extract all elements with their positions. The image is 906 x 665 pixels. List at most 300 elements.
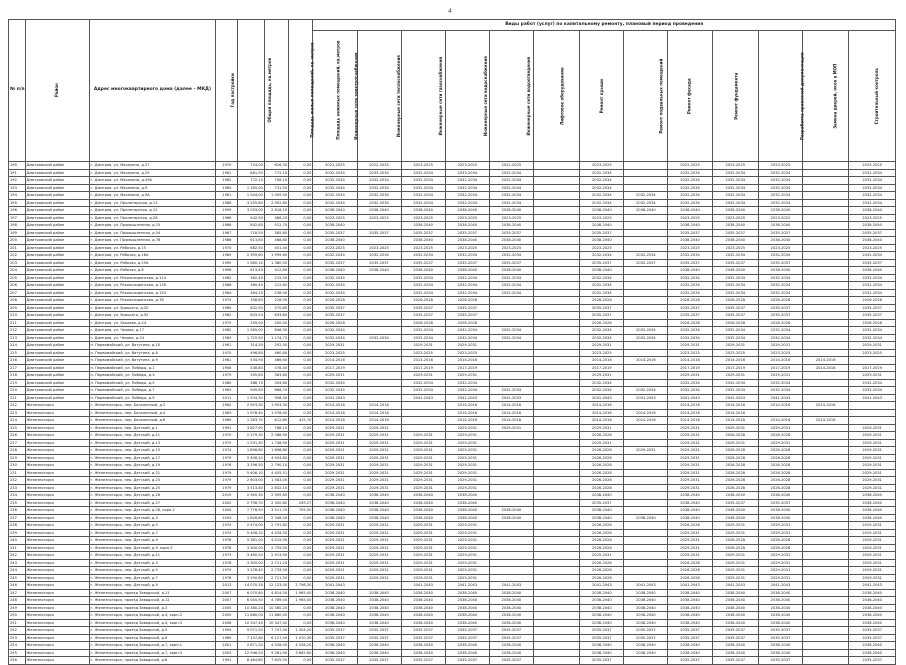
col-header-roof: Ремонт крыши [580,31,624,162]
cell-period-doors [803,634,849,642]
cell-period-heat: 2038-2040 [357,207,401,215]
cell-year: 1982 [216,274,238,282]
cell-period-facade: 2038-2040 [668,597,712,605]
cell-period-water: 2035-2037 [445,634,489,642]
cell-period-electric: 2041-2043 [313,582,357,590]
cell-district: Дмитровский район [25,327,89,335]
cell-period-roof: 2035-2037 [580,634,624,642]
cell-period-heat: 2029-2031 [357,469,401,477]
cell-period-electric: 2029-2031 [313,544,357,552]
cell-num: 230 [9,462,26,470]
col-header-heat: Инженерные сети теплоснабжения [357,31,401,162]
table-row [9,424,896,432]
cell-period-electric: 2029-2031 [313,537,357,545]
cell-year: 1978 [216,537,238,545]
cell-period-doors [803,177,849,185]
cell-period-water: 2038-2040 [445,604,489,612]
cell-num: 247 [9,589,26,597]
cell-period-design: 2026-2028 [758,462,802,470]
cell-period-control: 2029-2031 [849,574,896,582]
cell-period-electric: 2032-2034 [313,192,357,200]
cell-year: 1988 [216,214,238,222]
cell-period-electric: 2035-2037 [313,657,357,665]
cell-period-facade: 2038-2040 [668,649,712,657]
cell-period-lift [533,492,579,500]
cell-period-doors [803,387,849,395]
cell-num: 238 [9,522,26,530]
cell-period-control: 2026-2028 [849,319,896,327]
cell-period-gas: 2029-2031 [401,447,445,455]
col-header-water: Инженерные сети водоснабжения [445,31,489,162]
cell-period-doors [803,372,849,380]
cell-period-design: 2038-2040 [758,619,802,627]
cell-period-basement [624,312,668,320]
cell-address: г. Железногорск, проезд Заводской, д.4, корп.3 [89,619,216,627]
cell-period-design: 2032-2034 [758,184,802,192]
cell-period-water: 2029-2031 [445,477,489,485]
cell-nonresidential-area: 0,00 [289,169,313,177]
cell-period-heat: 2032-2034 [357,199,401,207]
cell-period-foundation: 2038-2040 [712,612,758,620]
cell-year: 2007 [216,597,238,605]
cell-period-heat: 2035-2037 [357,259,401,267]
cell-period-facade: 2029-2031 [668,424,712,432]
table-row [9,484,896,492]
cell-address: г. Железногорск, пер. Детский, д.26 [89,492,216,500]
cell-period-basement: 2038-2040 [624,604,668,612]
cell-period-facade: 2032-2034 [668,387,712,395]
cell-period-doors [803,349,849,357]
cell-district: Железногорск [25,649,89,657]
cell-num: 195 [9,199,26,207]
cell-num: 256 [9,657,26,665]
cell-residential-area: 570,80 [264,304,288,312]
cell-district: Дмитровский район [25,312,89,320]
cell-period-gas: 2041-2043 [401,582,445,590]
cell-period-electric: 2029-2031 [313,462,357,470]
cell-address: г. Железногорск, проезд Заводской, д.7, корп.3 [89,649,216,657]
cell-period-basement: 2035-2037 [624,634,668,642]
cell-period-heat: 2038-2040 [357,619,401,627]
cell-period-lift [533,304,579,312]
cell-period-gas: 2029-2031 [401,454,445,462]
cell-period-control: 2041-2043 [849,394,896,402]
cell-address: г. Дмитров, ул. Пролетарская, д.28 [89,214,216,222]
cell-period-basement: 2035-2037 [624,627,668,635]
cell-period-heat: 2032-2034 [357,177,401,185]
cell-period-lift [533,342,579,350]
cell-residential-area: 612,80 [264,417,288,425]
cell-period-control: 2029-2031 [849,342,896,350]
cell-total-area: 1 725,50 [238,334,264,342]
cell-period-water: 2014-2016 [445,357,489,365]
cell-period-doors [803,454,849,462]
cell-period-sewer [489,357,533,365]
cell-period-foundation: 2032-2034 [712,282,758,290]
table-row [9,499,896,507]
cell-nonresidential-area: 0,00 [289,522,313,530]
cell-period-facade: 2035-2037 [668,304,712,312]
cell-period-basement [624,184,668,192]
table-row [9,169,896,177]
cell-period-doors [803,522,849,530]
cell-address: г. Дмитров, ул. Махалина, д.27 [89,162,216,170]
cell-period-sewer [489,304,533,312]
cell-year: 1982 [216,312,238,320]
cell-address: г. Железногорск, проезд Заводской, д.11 [89,589,216,597]
cell-period-control: 2023-2025 [849,214,896,222]
cell-period-doors [803,169,849,177]
cell-period-gas: 2035-2037 [401,634,445,642]
cell-period-doors [803,589,849,597]
cell-nonresidential-area: 0,00 [289,387,313,395]
cell-num: 250 [9,612,26,620]
cell-period-heat: 2032-2034 [357,252,401,260]
cell-total-area: 358,80 [238,297,264,305]
cell-period-facade: 2038-2040 [668,612,712,620]
cell-district: Дмитровский район [25,274,89,282]
cell-period-lift [533,589,579,597]
cell-period-foundation: 2038-2040 [712,222,758,230]
cell-period-water: 2035-2037 [445,627,489,635]
cell-residential-area: 2 733,50 [264,567,288,575]
cell-period-basement [624,402,668,410]
cell-period-gas: 2029-2031 [401,559,445,567]
cell-period-design: 2029-2031 [758,372,802,380]
cell-period-heat: 2032-2034 [357,334,401,342]
cell-period-gas: 2032-2034 [401,334,445,342]
cell-period-roof: 2026-2028 [580,469,624,477]
cell-period-gas: 2026-2028 [401,297,445,305]
cell-nonresidential-area: 0,00 [289,297,313,305]
cell-period-water: 2029-2031 [445,567,489,575]
cell-period-facade: 2029-2031 [668,454,712,462]
table-row [9,214,896,222]
col-header-foundation: Ремонт фундамента [712,31,758,162]
cell-total-area: 1 826,60 [238,514,264,522]
cell-period-water: 2029-2031 [445,454,489,462]
cell-period-gas: 2035-2037 [401,312,445,320]
cell-address: г. Железногорск, пер. Детский, д.9 [89,582,216,590]
table-row [9,304,896,312]
cell-district: Железногорск [25,604,89,612]
cell-period-foundation: 2041-2043 [712,582,758,590]
cell-nonresidential-area: 0,00 [289,567,313,575]
cell-num: 199 [9,229,26,237]
col-header-address: Адрес многоквартирного дома (далее – МКД) [89,20,216,162]
cell-num: 204 [9,267,26,275]
cell-period-heat [357,312,401,320]
cell-period-foundation: 2029-2031 [712,342,758,350]
cell-period-control: 2035-2037 [849,312,896,320]
cell-period-basement [624,559,668,567]
cell-period-gas: 2029-2031 [401,372,445,380]
cell-period-gas: 2029-2031 [401,567,445,575]
cell-period-gas: 2029-2031 [401,432,445,440]
cell-period-lift [533,462,579,470]
cell-period-design: 2038-2040 [758,237,802,245]
cell-period-design: 2026-2028 [758,447,802,455]
cell-nonresidential-area: 0,00 [289,342,313,350]
cell-period-gas: 2032-2034 [401,177,445,185]
table-row [9,162,896,170]
cell-num: 216 [9,357,26,365]
cell-period-water: 2029-2031 [445,559,489,567]
cell-period-control: 2032-2034 [849,274,896,282]
cell-period-design: 2029-2031 [758,342,802,350]
cell-total-area: 842,80 [238,222,264,230]
cell-period-roof: 2026-2028 [580,447,624,455]
cell-num: 210 [9,312,26,320]
cell-year: 1979 [216,469,238,477]
cell-period-sewer: 2023-2025 [489,214,533,222]
cell-district: Дмитровский район [25,177,89,185]
cell-period-foundation: 2038-2040 [712,514,758,522]
cell-period-electric: 2017-2019 [313,364,357,372]
cell-year: 1996 [216,267,238,275]
cell-period-sewer: 2038-2040 [489,507,533,515]
cell-residential-area: 10 380,20 [264,604,288,612]
cell-period-control: 2032-2034 [849,169,896,177]
cell-period-heat: 2029-2031 [357,462,401,470]
cell-period-basement [624,432,668,440]
cell-period-heat: 2038-2040 [357,597,401,605]
cell-period-control: 2038-2040 [849,267,896,275]
cell-period-water: 2038-2040 [445,514,489,522]
cell-period-basement: 2014-2016 [624,417,668,425]
cell-period-electric: 2035-2037 [313,634,357,642]
cell-period-design: 2038-2040 [758,492,802,500]
cell-period-facade: 2032-2034 [668,282,712,290]
cell-period-control: 2038-2040 [849,619,896,627]
cell-num: 229 [9,454,26,462]
cell-year: 1991 [216,424,238,432]
cell-period-control [849,417,896,425]
cell-residential-area: 772,10 [264,169,288,177]
cell-total-area: 3 513,40 [238,484,264,492]
cell-period-basement: 2041-2043 [624,394,668,402]
cell-period-control: 2017-2019 [849,364,896,372]
cell-period-foundation: 2029-2031 [712,372,758,380]
cell-period-electric: 2032-2034 [313,177,357,185]
table-row [9,222,896,230]
cell-address: г. Дмитров, ул. Урицкого, д.52 [89,312,216,320]
cell-period-foundation: 2038-2040 [712,267,758,275]
cell-period-foundation: 2032-2034 [712,379,758,387]
cell-address: п. Первомайский, ул. Ватутина, д.9 [89,357,216,365]
cell-period-water: 2026-2028 [445,297,489,305]
cell-period-control: 2029-2031 [849,537,896,545]
cell-period-facade: 2029-2031 [668,477,712,485]
cell-period-sewer [489,319,533,327]
cell-period-roof: 2032-2034 [580,169,624,177]
cell-period-water: 2038-2040 [445,612,489,620]
cell-nonresidential-area: 0,00 [289,574,313,582]
cell-period-control: 2029-2031 [849,424,896,432]
cell-period-water: 2032-2034 [445,387,489,395]
cell-period-design: 2026-2028 [758,469,802,477]
cell-address: г. Железногорск, пер. Детский, д.9 [89,537,216,545]
cell-period-doors [803,192,849,200]
cell-nonresidential-area: 0,00 [289,192,313,200]
cell-residential-area: 1 380,50 [264,259,288,267]
cell-period-design: 2026-2028 [758,454,802,462]
table-row [9,394,896,402]
cell-period-control [849,409,896,417]
cell-period-sewer: 2032-2034 [489,192,533,200]
table-row [9,514,896,522]
cell-period-design: 2041-2043 [758,582,802,590]
cell-period-control: 2023-2025 [849,244,896,252]
cell-period-water: 2038-2040 [445,499,489,507]
cell-period-basement: 2038-2040 [624,589,668,597]
table-row [9,192,896,200]
cell-period-gas: 2023-2025 [401,162,445,170]
cell-period-heat: 2029-2031 [357,552,401,560]
table-row [9,627,896,635]
cell-year: 2019 [216,492,238,500]
cell-period-facade: 2038-2040 [668,222,712,230]
cell-period-design: 2032-2034 [758,274,802,282]
cell-residential-area: 226,90 [264,297,288,305]
cell-period-lift [533,379,579,387]
cell-period-foundation: 2029-2031 [712,529,758,537]
cell-residential-area: 10 347,40 [264,619,288,627]
cell-period-foundation: 2038-2040 [712,237,758,245]
cell-period-control: 2032-2034 [849,199,896,207]
cell-period-doors [803,312,849,320]
cell-period-basement [624,169,668,177]
cell-period-sewer [489,552,533,560]
cell-num: 208 [9,297,26,305]
cell-residential-area: 11 680,00 [264,612,288,620]
cell-total-area: 10 380,20 [238,604,264,612]
cell-period-facade: 2038-2040 [668,589,712,597]
cell-period-basement [624,454,668,462]
cell-period-doors [803,319,849,327]
cell-nonresidential-area: 0,00 [289,439,313,447]
cell-address: г. Дмитров, ул. Рабочая, д.18А [89,252,216,260]
cell-year: 1979 [216,484,238,492]
col-header-sewer: Инженерные сети водоотведения [489,31,533,162]
cell-district: Железногорск [25,634,89,642]
cell-period-design: 2035-2037 [758,634,802,642]
cell-period-facade: 2029-2031 [668,544,712,552]
cell-period-roof: 2032-2034 [580,327,624,335]
cell-period-doors [803,567,849,575]
cell-period-gas: 2029-2031 [401,342,445,350]
cell-period-foundation: 2026-2028 [712,544,758,552]
cell-address: г. Железногорск, пер. Больничный, д.2 [89,402,216,410]
cell-period-roof: 2026-2028 [580,484,624,492]
cell-num: 233 [9,484,26,492]
cell-period-facade: 2038-2040 [668,514,712,522]
cell-period-sewer [489,477,533,485]
cell-residential-area: 2 913,90 [264,552,288,560]
cell-period-basement [624,484,668,492]
cell-period-design: 2026-2028 [758,432,802,440]
cell-period-water: 2035-2037 [445,657,489,665]
cell-year: 1991 [216,657,238,665]
cell-period-water: 2032-2034 [445,327,489,335]
cell-period-roof: 2023-2025 [580,162,624,170]
cell-period-electric: 2026-2028 [313,297,357,305]
table-row [9,589,896,597]
cell-address: г. Дмитров, ул. Хохлова, д.14 [89,319,216,327]
cell-period-doors [803,477,849,485]
cell-period-basement [624,162,668,170]
cell-period-heat [357,282,401,290]
cell-period-water: 2029-2031 [445,439,489,447]
cell-period-heat: 2029-2031 [357,574,401,582]
cell-period-basement [624,237,668,245]
cell-nonresidential-area: 0,00 [289,619,313,627]
cell-period-roof: 2038-2040 [580,642,624,650]
cell-period-control: 2038-2040 [849,597,896,605]
cell-period-basement: 2029-2031 [624,447,668,455]
cell-period-electric: 2035-2037 [313,627,357,635]
cell-period-control [849,357,896,365]
cell-period-gas: 2032-2034 [401,289,445,297]
cell-period-design: 2023-2025 [758,244,802,252]
cell-num: 226 [9,432,26,440]
cell-period-water: 2029-2031 [445,342,489,350]
cell-num: 232 [9,477,26,485]
cell-period-electric: 2032-2034 [313,327,357,335]
cell-address: г. Дмитров, ул. Промышленная, д.54 [89,229,216,237]
cell-period-foundation: 2014-2016 [712,357,758,365]
cell-period-control: 2038-2040 [849,237,896,245]
cell-period-lift [533,274,579,282]
cell-year: 2005 [216,612,238,620]
cell-period-gas: 2029-2031 [401,522,445,530]
cell-residential-area: 354,60 [264,379,288,387]
col-header-basement: Ремонт подвальных помещений [624,31,668,162]
table-row [9,274,896,282]
cell-period-gas: 2032-2034 [401,379,445,387]
cell-address: п. Первомайский, ул. Победы, д.5 [89,379,216,387]
cell-nonresidential-area: 3 662,60 [289,649,313,657]
table-row [9,267,896,275]
table-row [9,544,896,552]
cell-period-basement: 2038-2040 [624,619,668,627]
cell-nonresidential-area: 0,00 [289,484,313,492]
cell-total-area: 2 279,30 [238,432,264,440]
cell-residential-area: 2 790,10 [264,462,288,470]
cell-nonresidential-area: 0,00 [289,409,313,417]
cell-period-water: 2029-2031 [445,432,489,440]
cell-period-roof: 2029-2031 [580,372,624,380]
cell-period-doors [803,657,849,665]
cell-period-lift [533,529,579,537]
cell-total-area: 3 460,20 [238,552,264,560]
cell-period-water: 2032-2034 [445,334,489,342]
cell-period-basement [624,304,668,312]
cell-period-foundation: 2029-2031 [712,522,758,530]
cell-period-facade: 2038-2040 [668,499,712,507]
cell-period-roof: 2026-2028 [580,454,624,462]
cell-period-basement: 2032-2034 [624,199,668,207]
cell-period-lift [533,259,579,267]
cell-period-sewer [489,522,533,530]
cell-period-sewer: 2029-2031 [489,424,533,432]
cell-address: г. Дмитров, ул. Промышленная, д.78 [89,237,216,245]
cell-period-lift [533,507,579,515]
cell-period-heat: 2035-2037 [357,657,401,665]
cell-year: 1976 [216,462,238,470]
cell-period-foundation: 2041-2043 [712,394,758,402]
cell-period-design: 2023-2025 [758,349,802,357]
